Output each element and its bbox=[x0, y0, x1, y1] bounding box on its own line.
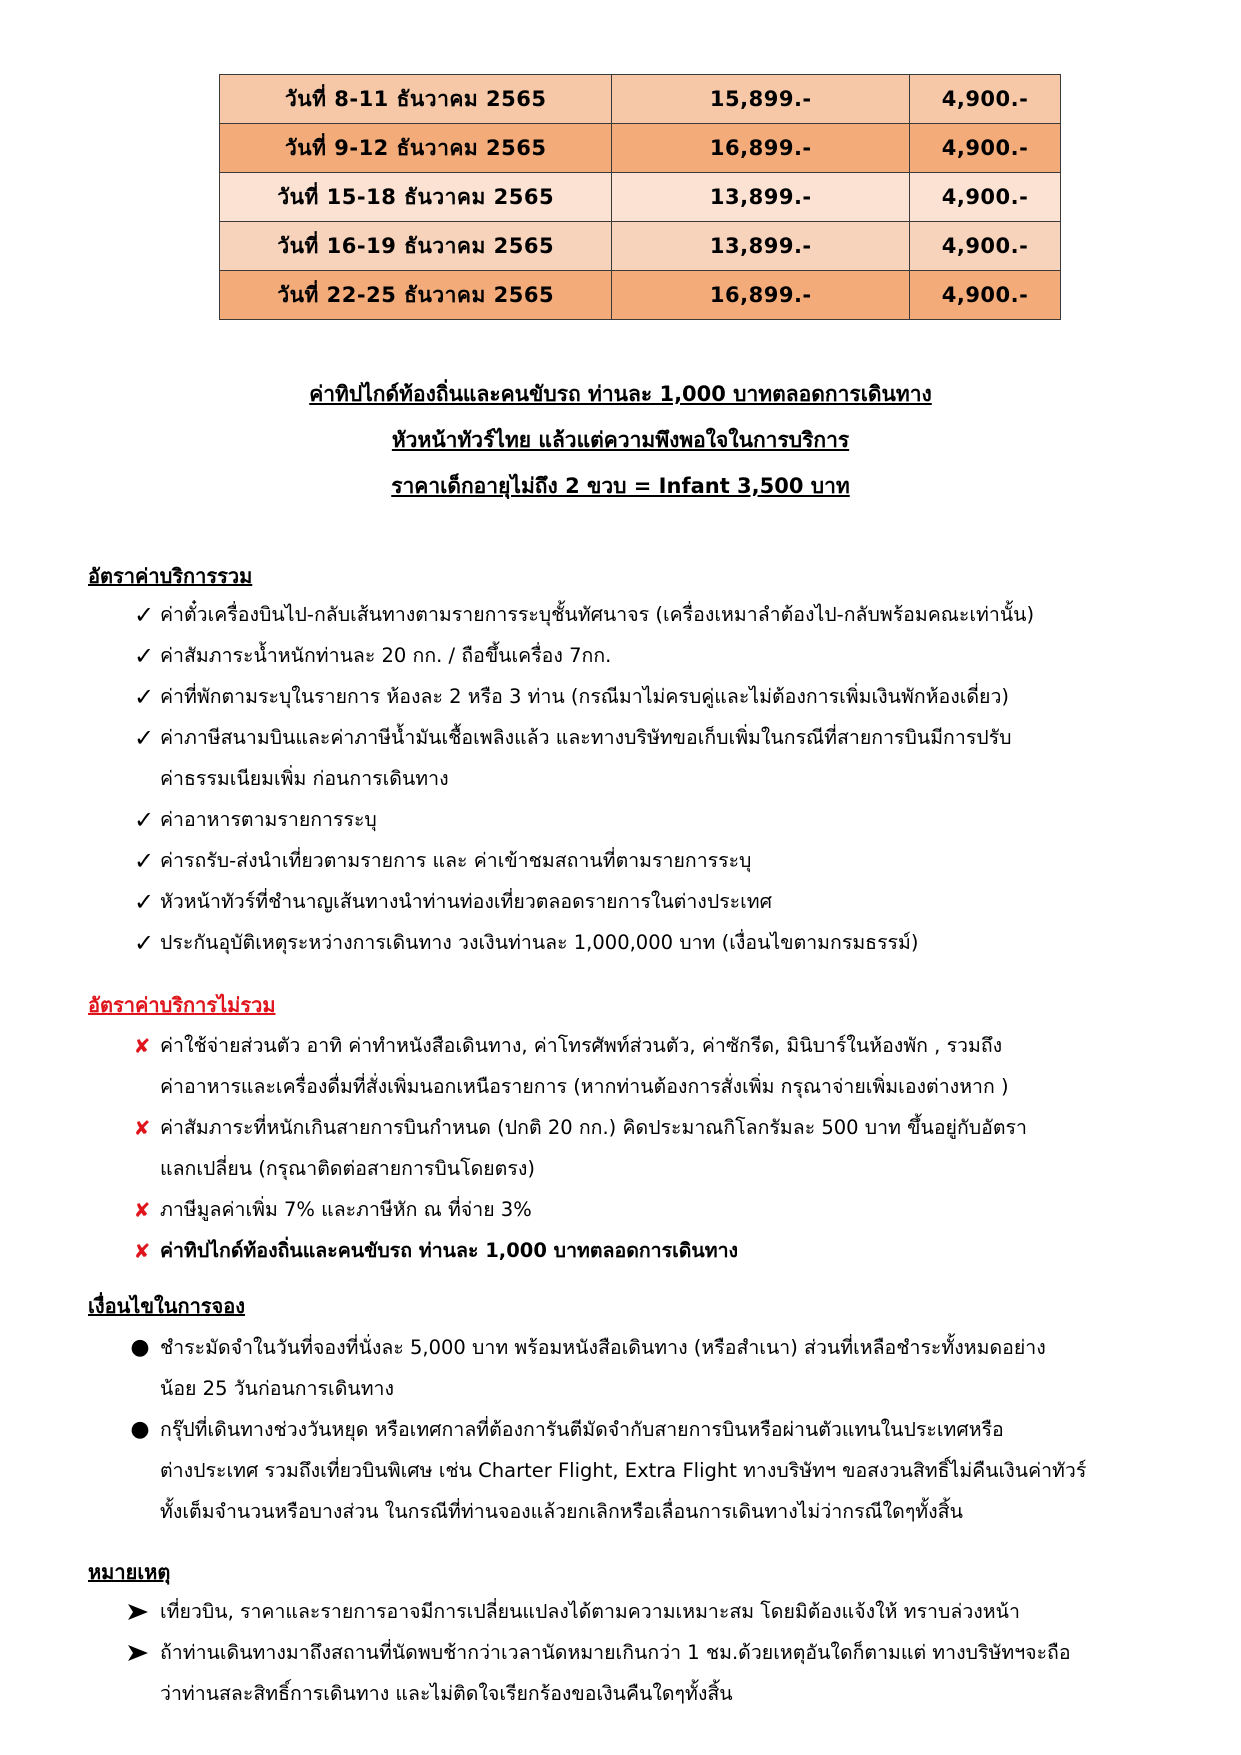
table-row bbox=[220, 271, 1061, 320]
tour-price: 16,899.- bbox=[612, 124, 910, 173]
excluded-item: ภาษีมูลค่าเพิ่ม 7% และภาษีหัก ณ ที่จ่าย 3% bbox=[160, 1198, 532, 1221]
cross-icon: ✘ bbox=[133, 1116, 151, 1140]
excluded-item: ค่าทิปไกด์ท้องถิ่นและคนขับรถ ท่านละ 1,000 บาทตลอดการเดินทาง bbox=[160, 1239, 739, 1262]
booking-heading: เงื่อนไขในการจอง bbox=[88, 1294, 246, 1318]
travel-date: วันที่ 22-25 ธันวาคม 2565 bbox=[220, 271, 612, 320]
check-icon: ✓ bbox=[133, 724, 155, 752]
remark-item: เที่ยวบิน, ราคาและรายการอาจมีการเปลี่ยนแปลงได้ตามความเหมาะสม โดยมิต้องแจ้งให้ ทราบล่วงหน้า bbox=[160, 1600, 1020, 1623]
included-item: ค่าอาหารตามรายการระบุ bbox=[160, 808, 377, 831]
included-item: หัวหน้าทัวร์ที่ชำนาญเส้นทางนำท่านท่องเที่ยวตลอดรายการในต่างประเทศ bbox=[160, 890, 773, 913]
check-icon: ✓ bbox=[133, 806, 155, 834]
check-icon: ✓ bbox=[133, 888, 155, 916]
check-icon: ✓ bbox=[133, 847, 155, 875]
excluded-item-continued: ค่าอาหารและเครื่องดื่มที่สั่งเพิ่มนอกเหนือรายการ (หากท่านต้องการสั่งเพิ่ม กรุณาจ่ายเพิ่มเองต่างหาก ) bbox=[160, 1075, 1009, 1098]
booking-item-continued: ต่างประเทศ รวมถึงเที่ยวบินพิเศษ เช่น Charter Flight, Extra Flight ทางบริษัทฯ ขอสงวนสิทธิ์ไม่คืนเงินค่าทัวร์ bbox=[160, 1459, 1087, 1482]
excluded-item: ค่าสัมภาระที่หนักเกินสายการบินกำหนด (ปกติ 20 กก.) คิดประมาณกิโลกรัมละ 500 บาท ขึ้นอยู่กับอัตรา bbox=[160, 1116, 1027, 1139]
travel-date: วันที่ 16-19 ธันวาคม 2565 bbox=[220, 222, 612, 271]
booking-item: กรุ๊ปที่เดินทางช่วงวันหยุด หรือเทศกาลที่ต้องการันตีมัดจำกับสายการบินหรือผ่านตัวแทนในประเทศหรือ bbox=[160, 1418, 1004, 1441]
arrow-right-icon bbox=[127, 1633, 151, 1662]
included-item-continued: ค่าธรรมเนียมเพิ่ม ก่อนการเดินทาง bbox=[160, 767, 449, 790]
included-item: ค่าภาษีสนามบินและค่าภาษีน้ำมันเชื้อเพลิงแล้ว และทางบริษัทขอเก็บเพิ่มในกรณีที่สายการบินมีการปรับ bbox=[160, 726, 1012, 749]
bullet-icon: ● bbox=[130, 1335, 150, 1360]
remark-item-continued: ว่าท่านสละสิทธิ์การเดินทาง และไม่ติดใจเรียกร้องขอเงินคืนใดๆทั้งสิ้น bbox=[160, 1682, 733, 1705]
cross-icon: ✘ bbox=[133, 1198, 151, 1222]
booking-item-continued: ทั้งเต็มจำนวนหรือบางส่วน ในกรณีที่ท่านจองแล้วยกเลิกหรือเลื่อนการเดินทางไม่ว่ากรณีใดๆทั้งสิ้น bbox=[160, 1500, 963, 1523]
included-item: ค่าตั๋วเครื่องบินไป-กลับเส้นทางตามรายการระบุชั้นทัศนาจร (เครื่องเหมาลำต้องไป-กลับพร้อมคณะเท่านั้น) bbox=[160, 603, 1035, 626]
excluded-heading: อัตราค่าบริการไม่รวม bbox=[88, 993, 276, 1017]
included-item: ค่าที่พักตามระบุในรายการ ห้องละ 2 หรือ 3 ท่าน (กรณีมาไม่ครบคู่และไม่ต้องการเพิ่มเงินพักห้องเดี่ยว) bbox=[160, 685, 1010, 708]
included-item: ค่าสัมภาระน้ำหนักท่านละ 20 กก. / ถือขึ้นเครื่อง 7กก. bbox=[160, 644, 612, 667]
tour-price: 16,899.- bbox=[612, 271, 910, 320]
single-supplement: 4,900.- bbox=[910, 271, 1061, 320]
arrow-right-icon bbox=[127, 1592, 151, 1621]
remarks-heading: หมายเหตุ bbox=[88, 1560, 171, 1584]
tour-price: 13,899.- bbox=[612, 173, 910, 222]
check-icon: ✓ bbox=[133, 683, 155, 711]
table-row bbox=[220, 124, 1061, 173]
table-row bbox=[220, 173, 1061, 222]
check-icon: ✓ bbox=[133, 929, 155, 957]
booking-item-continued: น้อย 25 วันก่อนการเดินทาง bbox=[160, 1377, 395, 1400]
included-item: ค่ารถรับ-ส่งนำเที่ยวตามรายการ และ ค่าเข้าชมสถานที่ตามรายการระบุ bbox=[160, 849, 752, 872]
notice-tip: ค่าทิปไกด์ท้องถิ่นและคนขับรถ ท่านละ 1,000 บาทตลอดการเดินทาง bbox=[309, 382, 932, 406]
travel-date: วันที่ 15-18 ธันวาคม 2565 bbox=[220, 173, 612, 222]
notice-tour-leader: หัวหน้าทัวร์ไทย แล้วแต่ความพึงพอใจในการบริการ bbox=[391, 428, 850, 452]
included-heading: อัตราค่าบริการรวม bbox=[88, 564, 253, 588]
single-supplement: 4,900.- bbox=[910, 124, 1061, 173]
tour-price: 15,899.- bbox=[612, 75, 910, 124]
single-supplement: 4,900.- bbox=[910, 75, 1061, 124]
single-supplement: 4,900.- bbox=[910, 222, 1061, 271]
travel-date: วันที่ 9-12 ธันวาคม 2565 bbox=[220, 124, 612, 173]
notice-infant-price: ราคาเด็กอายุไม่ถึง 2 ขวบ = Infant 3,500 บาท bbox=[391, 474, 850, 498]
tour-price: 13,899.- bbox=[612, 222, 910, 271]
price-table bbox=[219, 74, 1061, 320]
bullet-icon: ● bbox=[130, 1417, 150, 1442]
remark-item: ถ้าท่านเดินทางมาถึงสถานที่นัดพบช้ากว่าเวลานัดหมายเกินกว่า 1 ชม.ด้วยเหตุอันใดก็ตามแต่ ทางบริษัทฯจะถือ bbox=[160, 1641, 1071, 1664]
cross-icon: ✘ bbox=[133, 1034, 151, 1058]
check-icon: ✓ bbox=[133, 601, 155, 629]
table-row bbox=[220, 75, 1061, 124]
included-item: ประกันอุบัติเหตุระหว่างการเดินทาง วงเงินท่านละ 1,000,000 บาท (เงื่อนไขตามกรมธรรม์) bbox=[160, 931, 919, 954]
check-icon: ✓ bbox=[133, 642, 155, 670]
excluded-item-continued: แลกเปลี่ยน (กรุณาติดต่อสายการบินโดยตรง) bbox=[160, 1157, 535, 1180]
table-row bbox=[220, 222, 1061, 271]
cross-icon: ✘ bbox=[133, 1239, 151, 1263]
single-supplement: 4,900.- bbox=[910, 173, 1061, 222]
booking-item: ชำระมัดจำในวันที่จองที่นั่งละ 5,000 บาท พร้อมหนังสือเดินทาง (หรือสำเนา) ส่วนที่เหลือชำระทั้งหมดอย่าง bbox=[160, 1336, 1046, 1359]
travel-date: วันที่ 8-11 ธันวาคม 2565 bbox=[220, 75, 612, 124]
excluded-item: ค่าใช้จ่ายส่วนตัว อาทิ ค่าทำหนังสือเดินทาง, ค่าโทรศัพท์ส่วนตัว, ค่าซักรีด, มินิบาร์ในห้องพัก , รวมถึง bbox=[160, 1034, 1003, 1057]
